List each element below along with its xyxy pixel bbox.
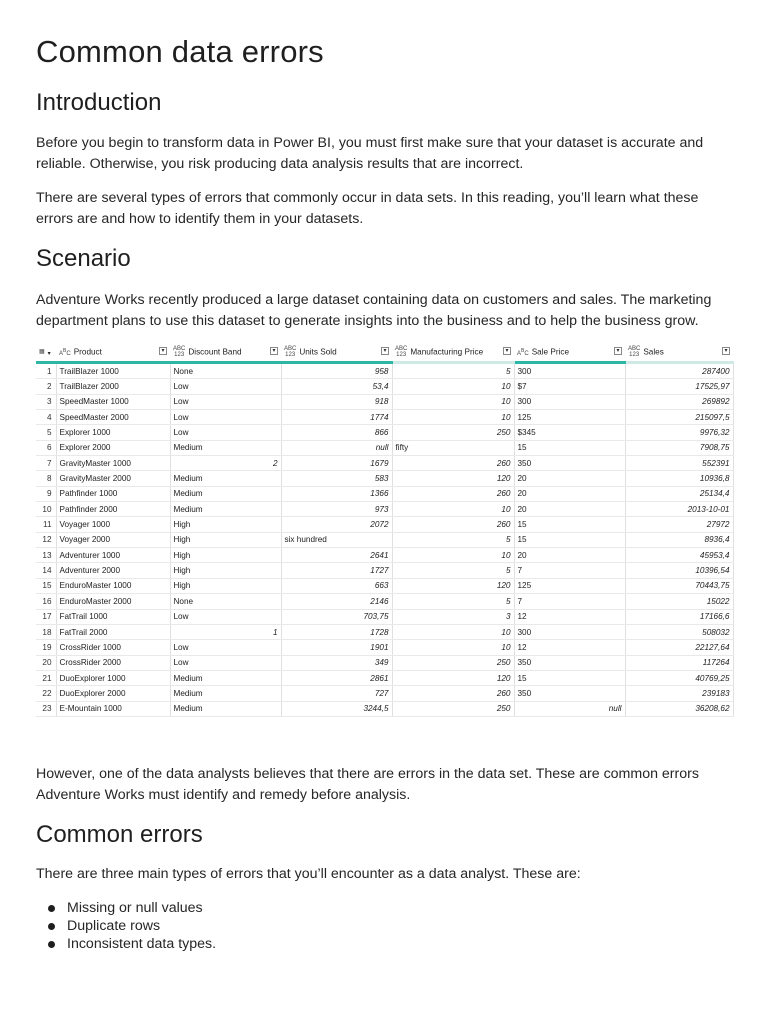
table-cell: Voyager 2000 bbox=[56, 532, 170, 547]
table-cell: 10936,8 bbox=[625, 471, 733, 486]
table-cell: 918 bbox=[281, 394, 392, 409]
table-cell: 10 bbox=[392, 502, 514, 517]
table-cell: None bbox=[170, 594, 281, 609]
table-cell: E-Mountain 1000 bbox=[56, 701, 170, 716]
table-cell: 250 bbox=[392, 425, 514, 440]
column-header-label: Manufacturing Price bbox=[410, 347, 484, 357]
table-cell: 300 bbox=[514, 394, 625, 409]
table-cell: null bbox=[281, 440, 392, 455]
table-cell: GravityMaster 2000 bbox=[56, 471, 170, 486]
table-cell: 1679 bbox=[281, 456, 392, 471]
table-cell: 866 bbox=[281, 425, 392, 440]
table-cell: six hundred bbox=[281, 532, 392, 547]
table-cell: 15 bbox=[514, 517, 625, 532]
list-item-label: Inconsistent data types. bbox=[67, 936, 217, 952]
column-header[interactable] bbox=[514, 343, 625, 363]
table-cell: 17525,97 bbox=[625, 379, 733, 394]
table-cell: 25134,4 bbox=[625, 486, 733, 501]
error-type-list bbox=[36, 899, 216, 953]
table-cell: Medium bbox=[170, 701, 281, 716]
table-cell: 250 bbox=[392, 701, 514, 716]
table-row bbox=[36, 517, 733, 532]
table-cell: 10 bbox=[392, 640, 514, 655]
table-cell: SpeedMaster 2000 bbox=[56, 410, 170, 425]
table-cell: 287400 bbox=[625, 363, 733, 379]
table-cell: 260 bbox=[392, 486, 514, 501]
table-cell: 53,4 bbox=[281, 379, 392, 394]
column-type-icon: ABC 123 bbox=[628, 346, 641, 358]
table-cell: 120 bbox=[392, 670, 514, 685]
table-cell: 583 bbox=[281, 471, 392, 486]
table-cell: 239183 bbox=[625, 686, 733, 701]
table-cell: 7 bbox=[514, 563, 625, 578]
table-cell: 10 bbox=[392, 410, 514, 425]
table-cell: Low bbox=[170, 394, 281, 409]
section-heading-scenario: Scenario bbox=[36, 245, 131, 272]
table-cell: 2072 bbox=[281, 517, 392, 532]
table-row bbox=[36, 502, 733, 517]
table-cell: Medium bbox=[170, 670, 281, 685]
table-cell: 9976,32 bbox=[625, 425, 733, 440]
table-row bbox=[36, 548, 733, 563]
table-cell: 10 bbox=[392, 394, 514, 409]
row-number: 7 bbox=[36, 456, 56, 471]
table-cell: Medium bbox=[170, 686, 281, 701]
table-cell: 20 bbox=[514, 548, 625, 563]
table-cell: Low bbox=[170, 410, 281, 425]
table-cell: 260 bbox=[392, 686, 514, 701]
column-type-icon: ABC 123 bbox=[284, 346, 297, 358]
table-cell: 508032 bbox=[625, 624, 733, 639]
table-cell: 260 bbox=[392, 517, 514, 532]
table-cell: 260 bbox=[392, 456, 514, 471]
table-cell: 40769,25 bbox=[625, 670, 733, 685]
column-type-icon: $A^BC$ bbox=[517, 347, 529, 357]
table-cell: 350 bbox=[514, 655, 625, 670]
row-number: 22 bbox=[36, 686, 56, 701]
table-cell: 215097,5 bbox=[625, 410, 733, 425]
table-cell: Medium bbox=[170, 471, 281, 486]
table-cell: 350 bbox=[514, 686, 625, 701]
table-cell: 3 bbox=[392, 609, 514, 624]
row-number: 6 bbox=[36, 440, 56, 455]
table-cell: 15 bbox=[514, 532, 625, 547]
bullet-icon bbox=[48, 905, 55, 912]
table-cell: Voyager 1000 bbox=[56, 517, 170, 532]
table-cell: 727 bbox=[281, 686, 392, 701]
table-cell: 120 bbox=[392, 471, 514, 486]
table-cell: 2 bbox=[170, 456, 281, 471]
section-heading-common-errors: Common errors bbox=[36, 821, 203, 848]
table-cell: $345 bbox=[514, 425, 625, 440]
table-row bbox=[36, 379, 733, 394]
table-cell: 12 bbox=[514, 640, 625, 655]
row-number: 10 bbox=[36, 502, 56, 517]
table-body bbox=[36, 363, 733, 717]
table-select-icon[interactable]: ▦ ▾ bbox=[36, 343, 56, 363]
row-number: 14 bbox=[36, 563, 56, 578]
table-row bbox=[36, 394, 733, 409]
table-row bbox=[36, 486, 733, 501]
table-cell: High bbox=[170, 532, 281, 547]
table-cell: fifty bbox=[392, 440, 514, 455]
row-number: 21 bbox=[36, 670, 56, 685]
table-cell: Medium bbox=[170, 440, 281, 455]
table-cell: 125 bbox=[514, 578, 625, 593]
bullet-icon bbox=[48, 941, 55, 948]
table-cell: 5 bbox=[392, 594, 514, 609]
row-number: 11 bbox=[36, 517, 56, 532]
column-header-label: Sales bbox=[643, 347, 664, 357]
table-cell: 70443,75 bbox=[625, 578, 733, 593]
table-cell: 17166,6 bbox=[625, 609, 733, 624]
table-cell: GravityMaster 1000 bbox=[56, 456, 170, 471]
table-cell: 1366 bbox=[281, 486, 392, 501]
table-cell: CrossRider 1000 bbox=[56, 640, 170, 655]
column-header[interactable] bbox=[281, 343, 392, 363]
table-cell: 20 bbox=[514, 502, 625, 517]
column-header-label: Sale Price bbox=[531, 347, 570, 357]
table-cell: null bbox=[514, 701, 625, 716]
table-cell: 1901 bbox=[281, 640, 392, 655]
column-type-icon: ABC 123 bbox=[173, 346, 186, 358]
table-row bbox=[36, 578, 733, 593]
table-cell: 15022 bbox=[625, 594, 733, 609]
table-cell: EnduroMaster 1000 bbox=[56, 578, 170, 593]
table-cell: 349 bbox=[281, 655, 392, 670]
table-row bbox=[36, 655, 733, 670]
table-cell: 5 bbox=[392, 363, 514, 379]
row-number: 18 bbox=[36, 624, 56, 639]
table-cell: 958 bbox=[281, 363, 392, 379]
table-cell: 10 bbox=[392, 379, 514, 394]
column-filter-dropdown-icon[interactable]: ▾ bbox=[381, 347, 389, 355]
list-item-label: Missing or null values bbox=[67, 900, 203, 916]
table-cell: 2013-10-01 bbox=[625, 502, 733, 517]
list-item-label: Duplicate rows bbox=[67, 918, 161, 934]
table-cell: 10 bbox=[392, 548, 514, 563]
table-cell: 1728 bbox=[281, 624, 392, 639]
column-header[interactable] bbox=[392, 343, 514, 363]
table-cell: 7 bbox=[514, 594, 625, 609]
table-cell: Low bbox=[170, 655, 281, 670]
table-cell: FatTrail 2000 bbox=[56, 624, 170, 639]
row-number: 15 bbox=[36, 578, 56, 593]
column-header-label: Units Sold bbox=[299, 347, 337, 357]
row-number: 19 bbox=[36, 640, 56, 655]
row-number: 13 bbox=[36, 548, 56, 563]
row-number: 9 bbox=[36, 486, 56, 501]
table-cell: 350 bbox=[514, 456, 625, 471]
table-cell: 5 bbox=[392, 563, 514, 578]
table-cell: 2146 bbox=[281, 594, 392, 609]
column-header[interactable] bbox=[170, 343, 281, 363]
table-cell: 1 bbox=[170, 624, 281, 639]
table-cell: 125 bbox=[514, 410, 625, 425]
sales-data-table bbox=[36, 343, 734, 717]
table-cell: 36208,62 bbox=[625, 701, 733, 716]
table-cell: 10 bbox=[392, 624, 514, 639]
table-row bbox=[36, 701, 733, 716]
column-filter-dropdown-icon[interactable]: ▾ bbox=[270, 347, 278, 355]
table-cell: 20 bbox=[514, 471, 625, 486]
table-cell: 120 bbox=[392, 578, 514, 593]
table-row bbox=[36, 640, 733, 655]
table-row bbox=[36, 563, 733, 578]
table-cell: Adventurer 1000 bbox=[56, 548, 170, 563]
row-number: 4 bbox=[36, 410, 56, 425]
section-heading-introduction: Introduction bbox=[36, 89, 162, 116]
table-cell: Low bbox=[170, 425, 281, 440]
column-header[interactable] bbox=[56, 343, 170, 363]
bullet-icon bbox=[48, 923, 55, 930]
table-row bbox=[36, 532, 733, 547]
page-title: Common data errors bbox=[36, 34, 324, 69]
column-filter-dropdown-icon[interactable]: ▾ bbox=[614, 347, 622, 355]
table-cell: 300 bbox=[514, 624, 625, 639]
table-cell: Explorer 2000 bbox=[56, 440, 170, 455]
row-number: 3 bbox=[36, 394, 56, 409]
table-cell: Medium bbox=[170, 486, 281, 501]
table-row bbox=[36, 471, 733, 486]
column-header-label: Product bbox=[73, 347, 102, 357]
column-filter-dropdown-icon[interactable]: ▾ bbox=[159, 347, 167, 355]
table-cell: Low bbox=[170, 379, 281, 394]
intro-paragraph-1: Before you begin to transform data in Power BI, you must first make sure that your dataset is accurate and reliable. Otherwise, you risk producing data analysis results that are incorrect. bbox=[36, 135, 704, 172]
row-number: 16 bbox=[36, 594, 56, 609]
table-cell: CrossRider 2000 bbox=[56, 655, 170, 670]
table-cell: FatTrail 1000 bbox=[56, 609, 170, 624]
table-cell: 3244,5 bbox=[281, 701, 392, 716]
table-cell: $7 bbox=[514, 379, 625, 394]
table-cell: Pathfinder 1000 bbox=[56, 486, 170, 501]
table-cell: TrailBlazer 2000 bbox=[56, 379, 170, 394]
table-cell: 10396,54 bbox=[625, 563, 733, 578]
common-errors-paragraph: There are three main types of errors that you’ll encounter as a data analyst. These are: bbox=[36, 866, 581, 882]
row-number: 23 bbox=[36, 701, 56, 716]
table-cell: 7908,75 bbox=[625, 440, 733, 455]
table-row bbox=[36, 670, 733, 685]
list-item bbox=[36, 899, 216, 917]
scenario-paragraph-2: However, one of the data analysts believes that there are errors in the data set. These are common errors Adventure Works must identify and remedy before analysis. bbox=[36, 766, 699, 803]
table-row bbox=[36, 410, 733, 425]
table-cell: 269892 bbox=[625, 394, 733, 409]
column-type-icon: $A^BC$ bbox=[59, 347, 71, 357]
table-cell: DuoExplorer 2000 bbox=[56, 686, 170, 701]
table-cell: Pathfinder 2000 bbox=[56, 502, 170, 517]
table-cell: 27972 bbox=[625, 517, 733, 532]
table-cell: High bbox=[170, 563, 281, 578]
table-row bbox=[36, 456, 733, 471]
table-row bbox=[36, 594, 733, 609]
table-cell: None bbox=[170, 363, 281, 379]
table-cell: 12 bbox=[514, 609, 625, 624]
table-cell: 8936,4 bbox=[625, 532, 733, 547]
row-number: 2 bbox=[36, 379, 56, 394]
table-cell: 703,75 bbox=[281, 609, 392, 624]
scenario-paragraph-1: Adventure Works recently produced a large dataset containing data on customers and sales. The marketing department plans to use this dataset to generate insights into the business and to help the business grow. bbox=[36, 292, 712, 329]
table-cell: 2641 bbox=[281, 548, 392, 563]
table-row bbox=[36, 440, 733, 455]
column-filter-dropdown-icon[interactable]: ▾ bbox=[503, 347, 511, 355]
table-cell: Explorer 1000 bbox=[56, 425, 170, 440]
table-row bbox=[36, 425, 733, 440]
column-type-icon: ABC 123 bbox=[395, 346, 408, 358]
list-item bbox=[36, 917, 216, 935]
table-row bbox=[36, 609, 733, 624]
table-header-row bbox=[36, 343, 733, 363]
table-cell: 1774 bbox=[281, 410, 392, 425]
row-number: 20 bbox=[36, 655, 56, 670]
table-cell: TrailBlazer 1000 bbox=[56, 363, 170, 379]
table-cell: 45953,4 bbox=[625, 548, 733, 563]
table-cell: High bbox=[170, 517, 281, 532]
table-cell: 250 bbox=[392, 655, 514, 670]
table-cell: Low bbox=[170, 640, 281, 655]
row-number: 12 bbox=[36, 532, 56, 547]
table-row bbox=[36, 624, 733, 639]
intro-paragraph-2: There are several types of errors that commonly occur in data sets. In this reading, you’ll learn what these errors are and how to identify them in your datasets. bbox=[36, 190, 699, 227]
table-cell: DuoExplorer 1000 bbox=[56, 670, 170, 685]
table-cell: High bbox=[170, 548, 281, 563]
table-cell: 552391 bbox=[625, 456, 733, 471]
table-cell: 300 bbox=[514, 363, 625, 379]
table-cell: 5 bbox=[392, 532, 514, 547]
column-header[interactable] bbox=[625, 343, 733, 363]
table-cell: Low bbox=[170, 609, 281, 624]
row-number: 17 bbox=[36, 609, 56, 624]
table-row bbox=[36, 686, 733, 701]
row-number: 5 bbox=[36, 425, 56, 440]
table-cell: 117264 bbox=[625, 655, 733, 670]
table-cell: 15 bbox=[514, 670, 625, 685]
table-cell: 663 bbox=[281, 578, 392, 593]
table-cell: 15 bbox=[514, 440, 625, 455]
table-cell: 22127,64 bbox=[625, 640, 733, 655]
table-cell: 973 bbox=[281, 502, 392, 517]
row-number: 8 bbox=[36, 471, 56, 486]
table-cell: Adventurer 2000 bbox=[56, 563, 170, 578]
column-filter-dropdown-icon[interactable]: ▾ bbox=[722, 347, 730, 355]
column-header-label: Discount Band bbox=[188, 347, 242, 357]
table-row bbox=[36, 363, 733, 379]
table-cell: SpeedMaster 1000 bbox=[56, 394, 170, 409]
table-cell: EnduroMaster 2000 bbox=[56, 594, 170, 609]
table-cell: 20 bbox=[514, 486, 625, 501]
table-cell: 1727 bbox=[281, 563, 392, 578]
table-cell: 2861 bbox=[281, 670, 392, 685]
table-cell: High bbox=[170, 578, 281, 593]
row-number: 1 bbox=[36, 363, 56, 379]
list-item bbox=[36, 935, 216, 953]
table-cell: Medium bbox=[170, 502, 281, 517]
